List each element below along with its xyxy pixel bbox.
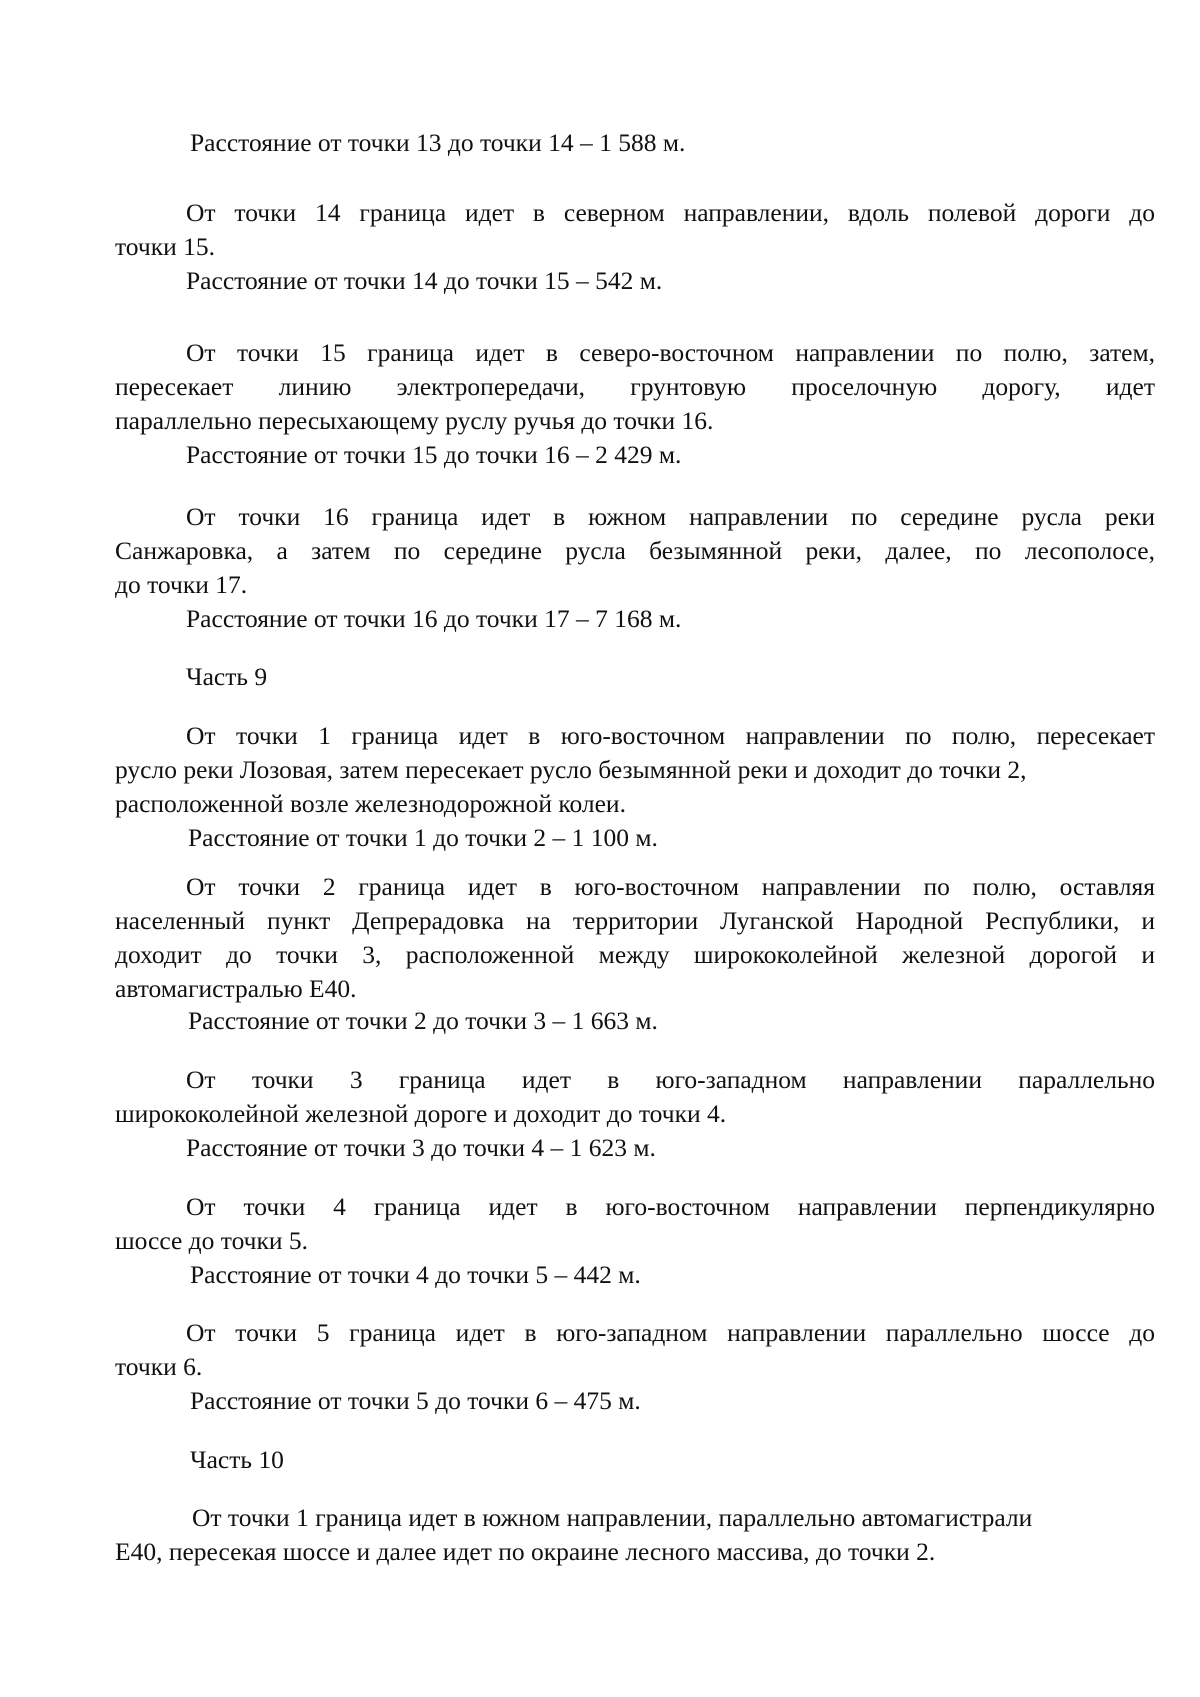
paragraph-line: до точки 17.	[115, 570, 248, 599]
paragraph-line: пересекает линию электропередачи, грунтовую проселочную дорогу, идет	[115, 372, 1155, 401]
paragraph-line: От точки 4 граница идет в юго-восточном направлении перпендикулярно	[186, 1192, 1155, 1221]
distance-line: Расстояние от точки 3 до точки 4 – 1 623 м.	[186, 1133, 656, 1162]
paragraph-line: От точки 16 граница идет в южном направлении по середине русла реки	[186, 502, 1155, 531]
paragraph-line: От точки 5 граница идет в юго-западном направлении параллельно шоссе до	[186, 1318, 1155, 1347]
distance-line: Расстояние от точки 4 до точки 5 – 442 м.	[190, 1260, 641, 1289]
distance-line: Расстояние от точки 13 до точки 14 – 1 588 м.	[190, 128, 686, 157]
paragraph-line: расположенной возле железнодорожной колеи.	[115, 789, 626, 818]
paragraph-line: От точки 1 граница идет в юго-восточном направлении по полю, пересекает	[186, 721, 1155, 750]
paragraph-line: От точки 14 граница идет в северном направлении, вдоль полевой дороги до	[186, 198, 1155, 227]
distance-line: Расстояние от точки 14 до точки 15 – 542 м.	[186, 266, 663, 295]
paragraph-line: доходит до точки 3, расположенной между ширококолейной железной дорогой и	[115, 940, 1155, 969]
paragraph-line: шоссе до точки 5.	[115, 1226, 309, 1255]
paragraph-line: точки 6.	[115, 1352, 203, 1381]
distance-line: Расстояние от точки 1 до точки 2 – 1 100 м.	[188, 823, 658, 852]
paragraph-line: автомагистралью Е40.	[115, 974, 357, 1003]
paragraph-line: От точки 2 граница идет в юго-восточном направлении по полю, оставляя	[186, 872, 1155, 901]
section-heading: Часть 10	[190, 1445, 284, 1474]
distance-line: Расстояние от точки 2 до точки 3 – 1 663 м.	[188, 1006, 658, 1035]
paragraph-line: От точки 1 граница идет в южном направлении, параллельно автомагистрали	[192, 1503, 1033, 1532]
distance-line: Расстояние от точки 16 до точки 17 – 7 168 м.	[186, 604, 682, 633]
paragraph-line: От точки 15 граница идет в северо-восточном направлении по полю, затем,	[186, 338, 1155, 367]
paragraph-line: Е40, пересекая шоссе и далее идет по окраине лесного массива, до точки 2.	[115, 1537, 936, 1566]
paragraph-line: точки 15.	[115, 232, 216, 261]
paragraph-line: От точки 3 граница идет в юго-западном направлении параллельно	[186, 1065, 1155, 1094]
section-heading: Часть 9	[186, 662, 268, 691]
paragraph-line: населенный пункт Депрерадовка на территории Луганской Народной Республики, и	[115, 906, 1155, 935]
paragraph-line: ширококолейной железной дороге и доходит до точки 4.	[115, 1099, 727, 1128]
paragraph-line: параллельно пересыхающему руслу ручья до точки 16.	[115, 406, 714, 435]
paragraph-line: Санжаровка, а затем по середине русла безымянной реки, далее, по лесополосе,	[115, 536, 1155, 565]
distance-line: Расстояние от точки 15 до точки 16 – 2 429 м.	[186, 440, 682, 469]
paragraph-line: русло реки Лозовая, затем пересекает русло безымянной реки и доходит до точки 2,	[115, 755, 1027, 784]
distance-line: Расстояние от точки 5 до точки 6 – 475 м.	[190, 1386, 641, 1415]
